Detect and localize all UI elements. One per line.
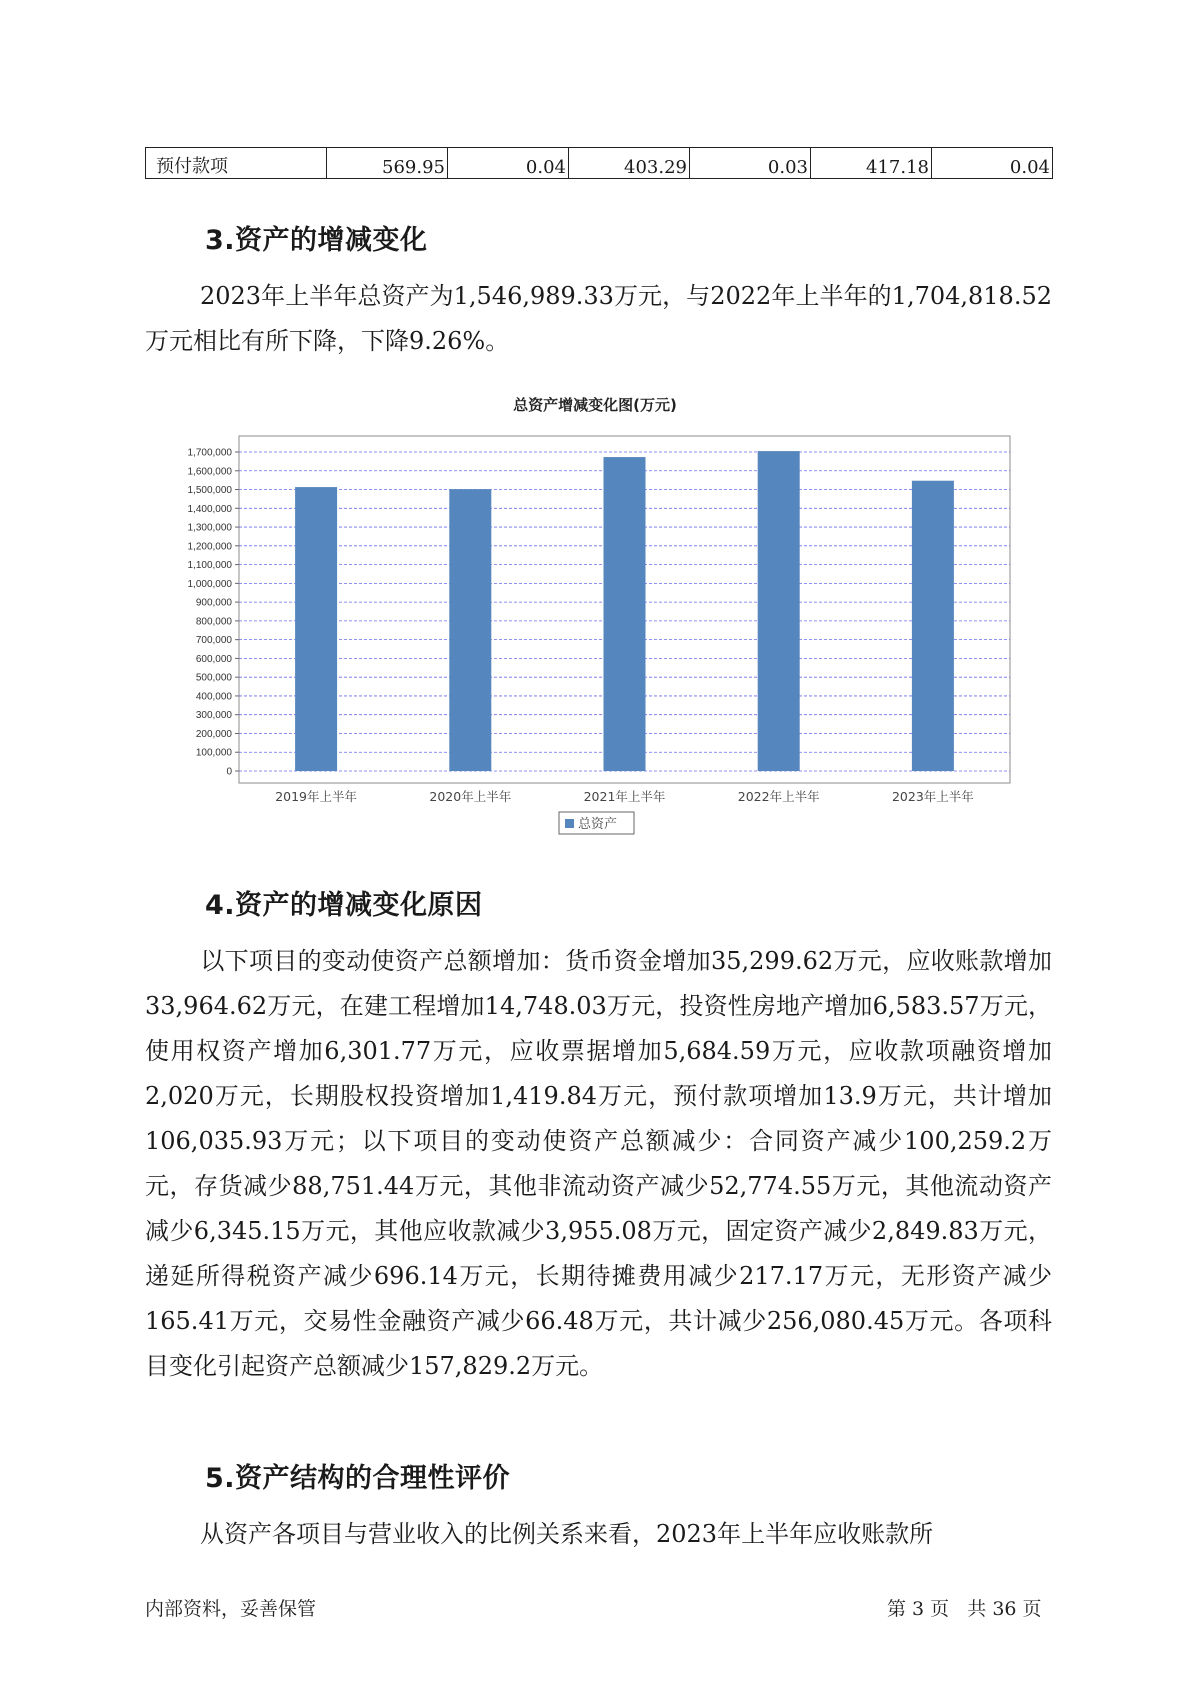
x-tick-label: 2021年上半年 (583, 789, 666, 804)
x-tick-label: 2020年上半年 (429, 789, 512, 804)
section5-paragraph (145, 1512, 1052, 1557)
bar (295, 487, 337, 771)
x-tick-label: 2022年上半年 (737, 789, 820, 804)
y-tick-label: 1,700,000 (187, 447, 232, 459)
legend-swatch (565, 819, 574, 828)
y-tick-label: 1,200,000 (187, 541, 232, 553)
y-tick-label: 1,600,000 (187, 466, 232, 478)
y-tick-label: 1,100,000 (187, 560, 232, 572)
y-tick-label: 1,500,000 (187, 485, 232, 497)
y-tick-label: 700,000 (195, 635, 232, 647)
chart-svg (165, 380, 1025, 850)
section4-paragraph (145, 939, 1052, 1389)
section4-heading: 4.资产的增减变化原因 (205, 890, 483, 921)
section5-text: 从资产各项目与营业收入的比例关系来看，2023年上半年应收账款所 (200, 1520, 934, 1548)
asset-table-fragment (145, 147, 1053, 179)
x-tick-label: 2019年上半年 (275, 789, 358, 804)
y-tick-label: 600,000 (195, 653, 232, 665)
y-tick-label: 500,000 (195, 672, 232, 684)
section3-text: 2023年上半年总资产为1,546,989.33万元，与2022年上半年的1,704,818.52万元相比有所下降，下降9.26%。 (145, 282, 1052, 355)
bar (604, 457, 646, 771)
legend-label: 总资产 (578, 817, 618, 832)
table-cell: 569.95 (327, 148, 448, 179)
section3-paragraph (145, 274, 1052, 364)
footer-left: 内部资料，妥善保管 (145, 1598, 317, 1620)
y-tick-label: 400,000 (195, 691, 232, 703)
bar (912, 481, 954, 771)
y-tick-label: 300,000 (195, 710, 232, 722)
y-tick-label: 900,000 (195, 597, 232, 609)
y-tick-label: 1,000,000 (187, 578, 232, 590)
section4-text: 以下项目的变动使资产总额增加：货币资金增加35,299.62万元，应收账款增加33,964.62万元，在建工程增加14,748.03万元，投资性房地产增加6,583.57万元，使用权资产增加6,301.77万元，应收票据增加5,684.59万元，应收款项融资增加2,020万元，长期股权投资增加1,419.84万元，预付款项增加13.9万元，共计增加106,035.93万元；以下项目的变动使资产总额减少：合同资产减少100,259.2万元，存货减少88,751.44万元，其他非流动资产减少52,774.55万元，其他流动资产减少6,345.15万元，其他应收款减少3,955.08万元，固定资产减少2,849.83万元，递延所得税资产减少696.14万元，长期待摊费用减少217.17万元，无形资产减少165.41万元，交易性金融资产减少66.48万元，共计减少256,080.45万元。各项科目变化引起资产总额减少157,829.2万元。 (145, 947, 1052, 1380)
table-cell: 417.18 (811, 148, 932, 179)
y-tick-label: 0 (226, 766, 232, 778)
table-cell: 403.29 (569, 148, 690, 179)
chart-title: 总资产增减变化图(万元) (513, 396, 677, 414)
y-tick-label: 1,400,000 (187, 503, 232, 515)
section5-heading: 5.资产结构的合理性评价 (205, 1463, 511, 1494)
table-cell: 0.03 (690, 148, 811, 179)
section3-heading: 3.资产的增减变化 (205, 225, 428, 256)
table-cell: 0.04 (448, 148, 569, 179)
y-tick-label: 200,000 (195, 728, 232, 740)
table-cell: 0.04 (932, 148, 1053, 179)
bar (449, 489, 491, 771)
y-tick-label: 100,000 (195, 747, 232, 759)
footer-page-number: 第 3 页 共 36 页 (887, 1598, 1042, 1620)
total-assets-chart (165, 380, 1025, 850)
y-tick-label: 800,000 (195, 616, 232, 628)
y-tick-label: 1,300,000 (187, 522, 232, 534)
table-row (146, 148, 1053, 179)
row-label: 预付款项 (146, 148, 327, 179)
x-tick-label: 2023年上半年 (891, 789, 974, 804)
bar (758, 451, 800, 771)
